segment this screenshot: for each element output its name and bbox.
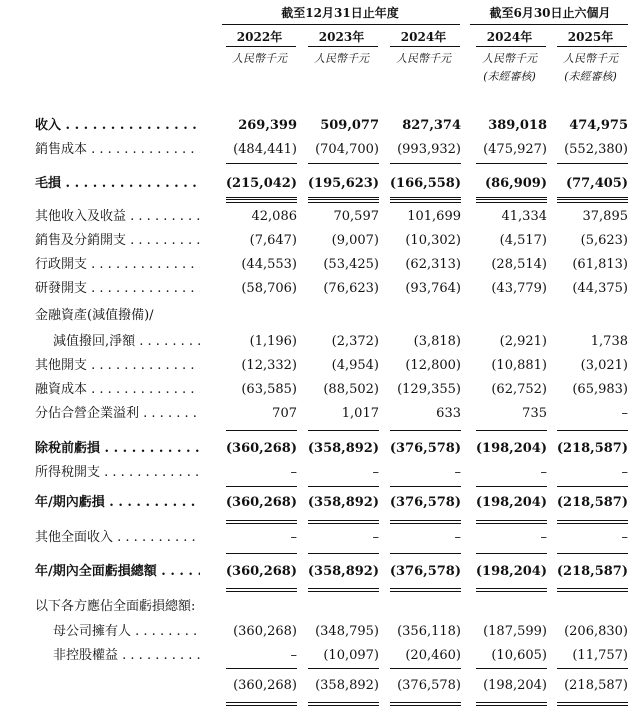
row-label-owners-of-parent: 母公司擁有人 . . . xyxy=(53,623,200,641)
cell-administrative-expenses-col5: (61,813) xyxy=(572,257,628,272)
cell-finance-costs-col1: (63,585) xyxy=(241,382,297,397)
period-2024: 2024年 xyxy=(486,30,533,44)
cell-selling-distribution-expenses-col3: (10,302) xyxy=(405,233,461,248)
cell-gross-loss-col5: (77,405) xyxy=(565,176,628,191)
cell-owners-of-parent-col5: (206,830) xyxy=(564,624,628,639)
row-label-gross-loss: 毛損 . . . xyxy=(35,175,200,193)
total-double-rule xyxy=(226,702,297,706)
subtotal-rule xyxy=(476,163,547,164)
unit-label: 人民幣千元 xyxy=(314,52,369,65)
cell-loss-for-period-col4: (198,204) xyxy=(475,495,547,510)
row-label-revenue: 收入 . . . xyxy=(35,117,200,135)
cell-revenue-col3: 827,374 xyxy=(402,118,461,133)
subtotal-rule xyxy=(390,486,461,487)
cell-other-comprehensive-income-col4: – xyxy=(540,530,547,545)
subtotal-rule xyxy=(226,430,297,431)
unaudited-label: (未經審核) xyxy=(483,70,536,83)
unit-label: 人民幣千元 xyxy=(482,52,537,65)
cell-loss-before-tax-col1: (360,268) xyxy=(225,441,297,456)
cell-owners-of-parent-col3: (356,118) xyxy=(397,624,461,639)
cell-administrative-expenses-col4: (28,514) xyxy=(491,257,547,272)
cell-non-controlling-interests-col1: – xyxy=(290,648,297,663)
subtotal-rule xyxy=(308,553,379,554)
cell-selling-distribution-expenses-col5: (5,623) xyxy=(580,233,628,248)
cell-loss-for-period-col1: (360,268) xyxy=(225,495,297,510)
subtotal-rule xyxy=(557,486,628,487)
subtotal-rule xyxy=(308,430,379,431)
cell-total-attributable-col3: (376,578) xyxy=(397,678,461,693)
period-group-interim: 截至6月30日止六個月 xyxy=(489,6,611,20)
subtotal-rule xyxy=(557,430,628,431)
cell-impairment-net-col3: (3,818) xyxy=(413,334,461,349)
cell-income-tax-expense-col3: – xyxy=(454,465,461,480)
cell-finance-costs-col4: (62,752) xyxy=(491,382,547,397)
cell-share-of-jv-profit-col2: 1,017 xyxy=(341,406,379,421)
cell-income-tax-expense-col4: – xyxy=(540,465,547,480)
cell-gross-loss-col1: (215,042) xyxy=(225,176,297,191)
cell-gross-loss-col3: (166,558) xyxy=(389,176,461,191)
cell-other-income-gains-col1: 42,086 xyxy=(251,209,297,224)
total-double-rule xyxy=(476,702,547,706)
cell-non-controlling-interests-col2: (10,097) xyxy=(323,648,379,663)
cell-rd-expenses-col3: (93,764) xyxy=(405,281,461,296)
cell-loss-before-tax-col2: (358,892) xyxy=(307,441,379,456)
cell-share-of-jv-profit-col4: 735 xyxy=(522,406,547,421)
cell-total-attributable-col4: (198,204) xyxy=(483,678,547,693)
cell-impairment-net-col2: (2,372) xyxy=(331,334,379,349)
header-rule-annual xyxy=(222,24,460,25)
subtotal-rule xyxy=(226,163,297,164)
row-label-impairment-heading: 金融資產(減值撥備)/ xyxy=(35,308,154,323)
year-rule xyxy=(226,46,296,47)
total-double-rule xyxy=(226,588,297,592)
total-double-rule xyxy=(390,588,461,592)
total-double-rule xyxy=(390,702,461,706)
total-double-rule xyxy=(226,520,297,524)
row-label-attributable-heading: 以下各方應佔全面虧損總額: xyxy=(35,599,196,614)
subtotal-rule xyxy=(226,668,297,669)
row-label-non-controlling-interests: 非控股權益 . . . xyxy=(53,647,200,665)
cell-finance-costs-col2: (88,502) xyxy=(323,382,379,397)
cell-non-controlling-interests-col3: (20,460) xyxy=(405,648,461,663)
total-double-rule xyxy=(308,588,379,592)
cell-administrative-expenses-col2: (53,425) xyxy=(323,257,379,272)
cell-cost-of-sales-col3: (993,932) xyxy=(397,142,461,157)
cell-income-tax-expense-col5: – xyxy=(621,465,628,480)
cell-total-comprehensive-loss-col1: (360,268) xyxy=(225,564,297,579)
row-label-other-comprehensive-income: 其他全面收入 . . . xyxy=(35,529,200,547)
cell-cost-of-sales-col5: (552,380) xyxy=(564,142,628,157)
subtotal-rule xyxy=(390,668,461,669)
cell-revenue-col4: 389,018 xyxy=(488,118,547,133)
total-double-rule xyxy=(557,588,628,592)
row-label-share-of-jv-profit: 分佔合營企業溢利 . . . xyxy=(35,405,200,423)
cell-selling-distribution-expenses-col2: (9,007) xyxy=(331,233,379,248)
total-double-rule xyxy=(557,520,628,524)
row-label-administrative-expenses: 行政開支 . . . xyxy=(35,256,200,274)
cell-other-expenses-col1: (12,332) xyxy=(241,358,297,373)
subtotal-rule xyxy=(476,553,547,554)
subtotal-rule xyxy=(308,197,379,198)
subtotal-rule xyxy=(226,553,297,554)
subtotal-rule xyxy=(557,553,628,554)
year-rule xyxy=(476,46,546,47)
subtotal-rule xyxy=(557,163,628,164)
header-rule-interim xyxy=(470,24,628,25)
cell-total-comprehensive-loss-col3: (376,578) xyxy=(389,564,461,579)
cell-revenue-col1: 269,399 xyxy=(238,118,297,133)
cell-cost-of-sales-col4: (475,927) xyxy=(483,142,547,157)
subtotal-rule xyxy=(308,668,379,669)
subtotal-rule xyxy=(476,668,547,669)
cell-other-comprehensive-income-col2: – xyxy=(372,530,379,545)
cell-total-attributable-col1: (360,268) xyxy=(233,678,297,693)
cell-total-comprehensive-loss-col2: (358,892) xyxy=(307,564,379,579)
total-double-rule xyxy=(226,199,297,203)
cell-finance-costs-col5: (65,983) xyxy=(572,382,628,397)
cell-total-comprehensive-loss-col5: (218,587) xyxy=(556,564,628,579)
cell-non-controlling-interests-col4: (10,605) xyxy=(491,648,547,663)
cell-cost-of-sales-col1: (484,441) xyxy=(233,142,297,157)
cell-rd-expenses-col1: (58,706) xyxy=(241,281,297,296)
cell-share-of-jv-profit-col5: – xyxy=(621,406,628,421)
period-group-annual: 截至12月31日止年度 xyxy=(281,6,399,20)
cell-non-controlling-interests-col5: (11,757) xyxy=(572,648,628,663)
cell-other-comprehensive-income-col5: – xyxy=(621,530,628,545)
total-double-rule xyxy=(390,520,461,524)
subtotal-rule xyxy=(226,197,297,198)
cell-loss-for-period-col5: (218,587) xyxy=(556,495,628,510)
row-label-income-tax-expense: 所得稅開支 . . . xyxy=(35,464,200,482)
subtotal-rule xyxy=(476,197,547,198)
cell-income-tax-expense-col2: – xyxy=(372,465,379,480)
cell-selling-distribution-expenses-col4: (4,517) xyxy=(499,233,547,248)
cell-loss-for-period-col3: (376,578) xyxy=(389,495,461,510)
subtotal-rule xyxy=(308,163,379,164)
cell-loss-before-tax-col4: (198,204) xyxy=(475,441,547,456)
cell-loss-for-period-col2: (358,892) xyxy=(307,495,379,510)
period-2025: 2025年 xyxy=(567,30,614,44)
unit-label: 人民幣千元 xyxy=(563,52,618,65)
cell-other-expenses-col5: (3,021) xyxy=(580,358,628,373)
subtotal-rule xyxy=(557,668,628,669)
year-2022: 2022年 xyxy=(236,30,283,44)
cell-other-comprehensive-income-col3: – xyxy=(454,530,461,545)
cell-gross-loss-col4: (86,909) xyxy=(484,176,547,191)
cell-owners-of-parent-col4: (187,599) xyxy=(483,624,547,639)
subtotal-rule xyxy=(557,197,628,198)
subtotal-rule xyxy=(390,430,461,431)
year-rule xyxy=(557,46,627,47)
subtotal-rule xyxy=(390,163,461,164)
cell-cost-of-sales-col2: (704,700) xyxy=(315,142,379,157)
total-double-rule xyxy=(476,520,547,524)
row-label-rd-expenses: 研發開支 . . . xyxy=(35,280,200,298)
subtotal-rule xyxy=(308,486,379,487)
unit-label: 人民幣千元 xyxy=(396,52,451,65)
cell-share-of-jv-profit-col3: 633 xyxy=(436,406,461,421)
row-label-total-comprehensive-loss: 年/期內全面虧損總額 . . . xyxy=(35,563,200,581)
year-rule xyxy=(308,46,378,47)
unaudited-label: (未經審核) xyxy=(564,70,617,83)
unit-label: 人民幣千元 xyxy=(232,52,287,65)
row-label-loss-before-tax: 除稅前虧損 . . . xyxy=(35,440,200,458)
cell-other-income-gains-col2: 70,597 xyxy=(333,209,379,224)
cell-other-income-gains-col4: 41,334 xyxy=(501,209,547,224)
subtotal-rule xyxy=(226,486,297,487)
row-label-loss-for-period: 年/期內虧損 . . . xyxy=(35,494,200,512)
cell-rd-expenses-col5: (44,375) xyxy=(572,281,628,296)
row-label-impairment-net: 減值撥回,淨額 . . . xyxy=(53,333,200,351)
cell-administrative-expenses-col3: (62,313) xyxy=(405,257,461,272)
subtotal-rule xyxy=(390,197,461,198)
total-double-rule xyxy=(557,702,628,706)
row-label-other-expenses: 其他開支 . . . xyxy=(35,357,200,375)
row-label-cost-of-sales: 銷售成本 . . . xyxy=(35,141,200,159)
year-2023: 2023年 xyxy=(318,30,365,44)
cell-share-of-jv-profit-col1: 707 xyxy=(272,406,297,421)
cell-rd-expenses-col4: (43,779) xyxy=(491,281,547,296)
cell-owners-of-parent-col1: (360,268) xyxy=(233,624,297,639)
cell-impairment-net-col4: (2,921) xyxy=(499,334,547,349)
total-double-rule xyxy=(557,199,628,203)
cell-impairment-net-col1: (1,196) xyxy=(249,334,297,349)
total-double-rule xyxy=(308,199,379,203)
total-double-rule xyxy=(390,199,461,203)
total-double-rule xyxy=(476,199,547,203)
cell-rd-expenses-col2: (76,623) xyxy=(323,281,379,296)
cell-income-tax-expense-col1: – xyxy=(290,465,297,480)
cell-total-attributable-col5: (218,587) xyxy=(564,678,628,693)
cell-total-attributable-col2: (358,892) xyxy=(315,678,379,693)
row-label-other-income-gains: 其他收入及收益 . . . xyxy=(35,208,200,226)
cell-total-comprehensive-loss-col4: (198,204) xyxy=(475,564,547,579)
cell-other-comprehensive-income-col1: – xyxy=(290,530,297,545)
cell-loss-before-tax-col5: (218,587) xyxy=(556,441,628,456)
row-label-selling-distribution-expenses: 銷售及分銷開支 . . . xyxy=(35,232,200,250)
cell-other-expenses-col3: (12,800) xyxy=(405,358,461,373)
cell-other-expenses-col2: (4,954) xyxy=(331,358,379,373)
cell-loss-before-tax-col3: (376,578) xyxy=(389,441,461,456)
cell-other-income-gains-col5: 37,895 xyxy=(582,209,628,224)
year-2024: 2024年 xyxy=(400,30,447,44)
cell-revenue-col5: 474,975 xyxy=(569,118,628,133)
cell-owners-of-parent-col2: (348,795) xyxy=(315,624,379,639)
subtotal-rule xyxy=(390,553,461,554)
subtotal-rule xyxy=(476,430,547,431)
row-label-finance-costs: 融資成本 . . . xyxy=(35,381,200,399)
cell-administrative-expenses-col1: (44,553) xyxy=(241,257,297,272)
total-double-rule xyxy=(308,702,379,706)
total-double-rule xyxy=(308,520,379,524)
cell-selling-distribution-expenses-col1: (7,647) xyxy=(249,233,297,248)
cell-finance-costs-col3: (129,355) xyxy=(397,382,461,397)
cell-gross-loss-col2: (195,623) xyxy=(307,176,379,191)
cell-impairment-net-col5: 1,738 xyxy=(590,334,628,349)
cell-revenue-col2: 509,077 xyxy=(320,118,379,133)
subtotal-rule xyxy=(476,486,547,487)
cell-other-income-gains-col3: 101,699 xyxy=(407,209,461,224)
cell-other-expenses-col4: (10,881) xyxy=(491,358,547,373)
total-double-rule xyxy=(476,588,547,592)
year-rule xyxy=(390,46,460,47)
